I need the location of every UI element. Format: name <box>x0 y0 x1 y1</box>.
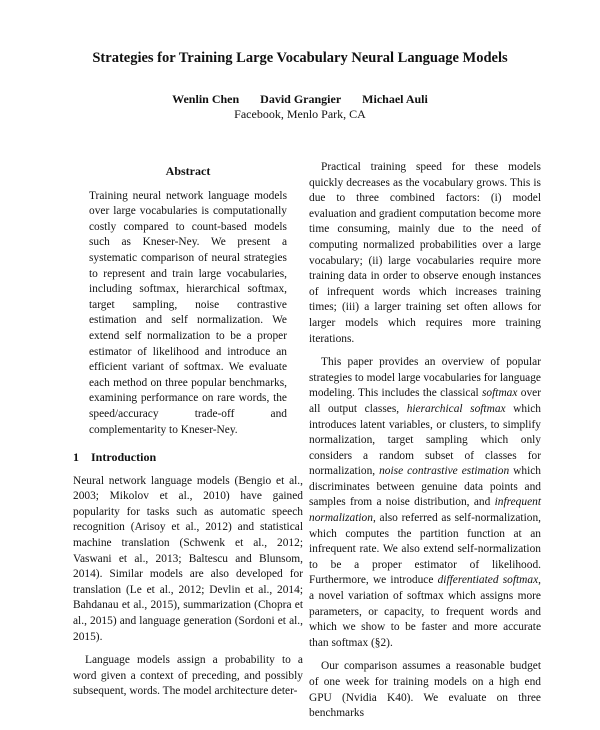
author-name: David Grangier <box>260 92 342 106</box>
emphasis: hierarchical softmax <box>406 402 506 415</box>
author-name: Michael Auli <box>362 92 428 106</box>
abstract-text: Training neural network language models over large vocabularies is computationally costly compared to count-based models such as Kneser-Ney. We present a systematic comparison of neural strategies to represent and train large vocabularies, including softmax, hierarchical softmax, target sampling, noise contrastive estimation and self normalization. We extend self normalization to be a proper estimator of likelihood and introduce an efficient variant of softmax. We evaluate each method on three popular benchmarks, examining performance on rare words, the speed/accuracy trade-off and complementarity to Kneser-Ney. <box>89 189 287 436</box>
paragraph: Language models assign a probability to a word given a context of preceding, and possibly subsequent, words. The model architecture deter- <box>73 654 303 698</box>
abstract-heading: Abstract <box>165 164 211 178</box>
left-column <box>73 160 303 708</box>
author-name: Wenlin Chen <box>172 92 240 106</box>
paragraph: This paper provides an overview of popular strategies to model large vocabularies for language modeling. This includes the classical softmax over all output classes, hierarchical softmax which introduces latent variables, or clusters, to simplify normalization, target sampling which only considers a random subset of classes for normalization, noise contrastive estimation which discriminates between genuine data points and samples from a noise distribution, and infrequent normalization, also referred as self-normalization, which computes the partition function at an infrequent rate. We also extend self-normalization to be a proper estimator of likelihood. Furthermore, we introduce differentiated softmax, a novel variation of softmax which assigns more parameters, or capacity, to frequent words and which we show to be faster and more accurate than softmax (§2). <box>309 356 542 649</box>
author-list <box>0 92 600 107</box>
emphasis: differentiated softmax <box>437 574 539 587</box>
paragraph: Our comparison assumes a reasonable budget of one week for training models on a high end GPU (Nvidia K40). We evaluate on three benchmarks <box>309 660 541 720</box>
emphasis: softmax <box>482 387 518 400</box>
paragraph: Practical training speed for these models quickly decreases as the vocabulary grows. This is due to three combined factors: (i) model evaluation and gradient computation become more time consuming, mainly due to the need of computing normalized probabilities over a large vocabulary; (ii) large vocabularies require more training data in order to observe enough instances of infrequent words which increases training times; (iii) a larger training set often allows for larger models which requires more training iterations. <box>309 161 541 345</box>
affiliation: Facebook, Menlo Park, CA <box>234 107 366 121</box>
paragraph: Neural network language models (Bengio et al., 2003; Mikolov et al., 2010) have gained popularity for tasks such as automatic speech recognition (Arisoy et al., 2012) and statistical machine translation (Schwenk et al., 2012; Vaswani et al., 2013; Baltescu and Blunsom, 2014). Similar models are also developed for translation (Le et al., 2012; Devlin et al., 2014; Bahdanau et al., 2015), summarization (Chopra et al., 2015) and language generation (Sordoni et al., 2015). <box>73 474 303 643</box>
right-column <box>309 160 541 730</box>
emphasis: noise contrastive estimation <box>379 465 510 478</box>
section-heading <box>73 450 303 466</box>
section-title: Introduction <box>91 450 157 465</box>
section-number: 1 <box>73 450 79 465</box>
emphasis: infrequent normalization <box>309 496 541 525</box>
paper-title: Strategies for Training Large Vocabulary Neural Language Models <box>92 50 508 66</box>
